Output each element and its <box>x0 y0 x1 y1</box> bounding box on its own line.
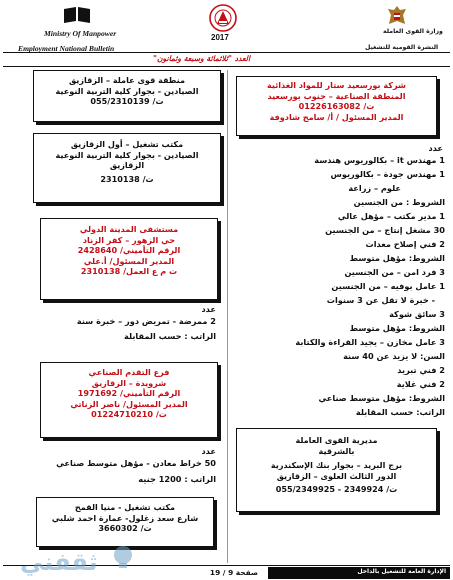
watermark-text: ثقفني <box>20 548 98 576</box>
job-line: الشروط : من الجنسين <box>353 197 445 207</box>
unit-ar: النشرة القومية للتشغيل <box>365 44 439 51</box>
job-line: 3 فرد امن – من الجنسين <box>344 267 445 277</box>
count-label: عدد <box>201 446 216 456</box>
box-phone: ت/ 3660302 <box>98 523 152 534</box>
box-phone: ت/ 01224710210 <box>91 409 167 420</box>
box-phone: ت/ 2310138 <box>100 173 154 184</box>
job-line: الشروط: مؤهل متوسط صناعي <box>318 393 445 403</box>
job-line: 1 مدير مكتب – مؤهل عالي <box>337 211 445 221</box>
box-line: فرع التقدم الصناعي <box>88 367 170 377</box>
job-line: 1 مهندس it – بكالوريوس هندسة <box>314 155 445 165</box>
job-line: الشروط: مؤهل متوسط <box>349 253 445 263</box>
job-line: 1 مهندس جودة – بكالوريوس <box>330 169 445 179</box>
job-line: 2 ممرضة - تمريض دور – خبرة سنة <box>76 316 216 326</box>
box-line: الصيادين - بجوار كلية التربية النوعية <box>55 149 199 160</box>
box-line: المدير المسئول/ أ.علي <box>83 255 175 266</box>
box-line: مستشفى المدينة الدولي <box>79 224 179 234</box>
page-header <box>0 0 453 42</box>
page-number: صفحة 9 / 19 <box>209 568 259 577</box>
box-line: بالشرقية <box>318 445 355 456</box>
manpower-sharkia-box <box>236 428 437 512</box>
footer-department: الإدارة العامة للتشغيل بالداخل <box>357 568 446 575</box>
employment-office-minya-box <box>36 497 214 547</box>
job-line: علوم – زراعة <box>348 183 401 193</box>
bulletin-en: Employment National Bulletin <box>18 44 115 53</box>
ministry-ar: وزارة القوى العاملة <box>383 28 443 35</box>
salary-line: الراتب : 1200 جنيه <box>138 474 216 484</box>
footer-page-box <box>200 567 268 579</box>
employment-emblem-icon <box>208 3 238 33</box>
box-phone: ت/ 2349924 - 055/2349925 <box>275 484 398 495</box>
ministry-en: Ministry Of Manpower <box>44 29 117 38</box>
box-line: شركة بورسعيد ستار للمواد الغذائية <box>267 80 406 90</box>
intl-hospital-box <box>40 218 218 300</box>
box-line: مديرية القوى العاملة <box>295 435 378 445</box>
job-line: 2 فني غلاية <box>396 379 445 389</box>
box-line: الرقم التأميني/ 1971692 <box>77 388 181 399</box>
box-line: الزقازيق <box>109 160 145 171</box>
count-label: عدد <box>201 304 216 314</box>
box-line: برج البريد – بجوار بنك الإسكندرية <box>270 460 403 471</box>
job-line: 3 عامل مخازن – يجيد القراءة والكتابة <box>295 337 445 347</box>
job-line: 30 مشغل إنتاج – من الجنسين <box>325 225 445 235</box>
job-line: عدد <box>428 143 443 153</box>
box-line: منطقة قوى عاملة – الزقازيق <box>68 75 186 85</box>
box-line: الصيادين - بجوار كلية التربية النوعية <box>55 85 199 96</box>
job-line: 50 خراط معادن - مؤهل متوسط صناعي <box>56 458 216 468</box>
job-line: 3 سائق شوكة <box>389 309 445 319</box>
job-line: 2 فني إصلاح معدات <box>365 239 445 249</box>
box-line: حي الزهور – كفر الزناد <box>82 234 176 245</box>
book-logo-icon <box>62 6 92 24</box>
egypt-eagle-icon <box>386 4 408 28</box>
box-line: مكتب تشغيل - منيا القمح <box>74 502 176 512</box>
box-line: مكتب تشغيل – أول الزقازيق <box>70 139 184 149</box>
box-phone: ت م ع العمل/ 2310138 <box>80 266 178 277</box>
industrial-progress-box <box>40 362 218 438</box>
box-line: ت/ 01226163082 <box>298 101 375 112</box>
job-line: السن: لا يزيد عن 40 سنة <box>343 351 445 361</box>
year: 2017 <box>211 33 229 42</box>
job-line: 2 فني تبريد <box>397 365 445 375</box>
job-line: 1 عامل بوفيه – من الجنسين <box>331 281 445 291</box>
box-line: شرويدة – الزقازيق <box>91 377 167 388</box>
issue-title: العدد "ثلاثمائة وسبعة وثمانون" <box>153 54 251 63</box>
box-line: المدير المسئول/ ناصر الزناتي <box>70 398 188 409</box>
box-line: المدير المسئول / أ/ سامح شادوفة <box>269 111 404 122</box>
box-line: الرقم التأميني/ 2428640 <box>77 245 181 256</box>
manpower-zagazig-box <box>33 70 221 122</box>
employment-office-zagazig-box <box>33 133 221 203</box>
port-said-star-company-box <box>236 76 437 136</box>
job-line: - خبرة لا تقل عن 3 سنوات <box>326 295 435 305</box>
job-line: الراتب: حسب المقابلة <box>355 407 445 417</box>
lightbulb-icon <box>108 544 138 570</box>
job-line: الشروط: مؤهل متوسط <box>349 323 445 333</box>
salary-line: الراتب : حسب المقابلة <box>124 331 216 341</box>
box-line: المنطقة الصناعية – جنوب بورسعيد <box>267 90 406 101</box>
issue-bar <box>3 52 450 67</box>
box-phone: ت/ 055/2310139 <box>90 96 164 107</box>
box-line: شارع سعد زغلول- عمارة احمد شلبي <box>51 512 199 523</box>
box-line: الدور الثالث العلوى – الزقازيق <box>276 470 397 481</box>
column-divider <box>227 70 228 563</box>
